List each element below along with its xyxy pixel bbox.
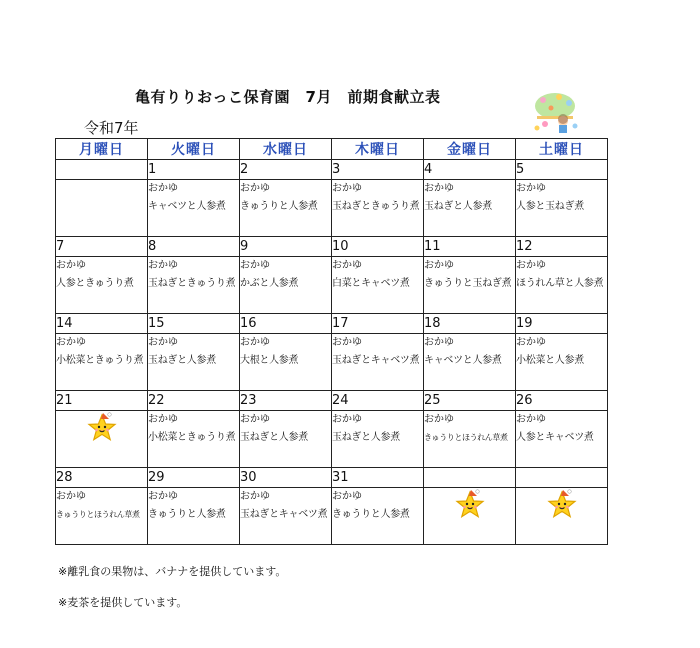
- menu-calendar-table: [55, 138, 608, 545]
- menu-dish: きゅうりとほうれん草煮: [56, 510, 140, 519]
- menu-staple: おかゆ: [148, 491, 178, 502]
- menu-cell: [332, 180, 424, 237]
- note-barley-tea: ※麦茶を提供しています。: [58, 596, 188, 609]
- menu-staple: おかゆ: [240, 260, 270, 271]
- menu-dish: ほうれん草と人参煮: [516, 278, 604, 289]
- date-cell: 26: [516, 391, 608, 411]
- menu-cell: [56, 257, 148, 314]
- date-cell: 14: [56, 314, 148, 334]
- date-cell: 8: [148, 237, 240, 257]
- date-row: [56, 468, 608, 488]
- menu-dish: きゅうりと人参煮: [148, 509, 226, 520]
- menu-cell: [240, 180, 332, 237]
- menu-cell: [240, 488, 332, 545]
- menu-cell: [332, 334, 424, 391]
- date-row: [56, 160, 608, 180]
- menu-cell: [56, 334, 148, 391]
- date-cell: [56, 160, 148, 180]
- menu-staple: おかゆ: [424, 337, 454, 348]
- menu-cell: [56, 411, 148, 468]
- menu-dish: きゅうりとほうれん草煮: [424, 433, 508, 442]
- menu-staple: おかゆ: [332, 183, 362, 194]
- menu-dish: きゅうりと玉ねぎ煮: [424, 278, 512, 289]
- menu-row: [56, 411, 608, 468]
- menu-cell: [148, 180, 240, 237]
- menu-dish: キャベツと人参煮: [148, 201, 226, 212]
- date-cell: 10: [332, 237, 424, 257]
- date-cell: 31: [332, 468, 424, 488]
- date-cell: 7: [56, 237, 148, 257]
- menu-dish: 白菜とキャベツ煮: [332, 278, 410, 289]
- menu-staple: おかゆ: [516, 337, 546, 348]
- note-fruit: ※離乳食の果物は、バナナを提供しています。: [58, 565, 287, 578]
- date-cell: 19: [516, 314, 608, 334]
- date-row: [56, 391, 608, 411]
- menu-cell: [148, 334, 240, 391]
- menu-cell: [240, 411, 332, 468]
- date-cell: [424, 468, 516, 488]
- menu-dish: キャベツと人参煮: [424, 355, 502, 366]
- menu-dish: 玉ねぎときゅうり煮: [148, 278, 236, 289]
- date-cell: 1: [148, 160, 240, 180]
- date-cell: 25: [424, 391, 516, 411]
- menu-cell: [516, 411, 608, 468]
- date-cell: 18: [424, 314, 516, 334]
- menu-dish: かぶと人参煮: [240, 278, 299, 289]
- menu-staple: おかゆ: [148, 337, 178, 348]
- menu-dish: 小松菜ときゅうり煮: [56, 355, 144, 366]
- weekday-thursday: 木曜日: [332, 139, 424, 160]
- menu-staple: おかゆ: [332, 491, 362, 502]
- menu-dish: きゅうりと人参煮: [240, 201, 318, 212]
- menu-staple: おかゆ: [332, 260, 362, 271]
- menu-dish: 玉ねぎと人参煮: [332, 432, 400, 443]
- date-cell: 4: [424, 160, 516, 180]
- menu-staple: おかゆ: [56, 260, 86, 271]
- star-character-icon: [85, 411, 119, 445]
- date-cell: 28: [56, 468, 148, 488]
- menu-staple: おかゆ: [516, 260, 546, 271]
- menu-row: [56, 257, 608, 314]
- menu-dish: 玉ねぎと人参煮: [240, 432, 308, 443]
- menu-cell: [240, 334, 332, 391]
- date-cell: 16: [240, 314, 332, 334]
- menu-dish: 玉ねぎと人参煮: [424, 201, 492, 212]
- menu-row: [56, 180, 608, 237]
- menu-cell: [332, 411, 424, 468]
- menu-staple: おかゆ: [240, 491, 270, 502]
- menu-staple: おかゆ: [56, 491, 86, 502]
- menu-cell: [332, 257, 424, 314]
- menu-cell: [240, 257, 332, 314]
- date-cell: 24: [332, 391, 424, 411]
- date-cell: 2: [240, 160, 332, 180]
- menu-row: [56, 334, 608, 391]
- menu-cell: [424, 411, 516, 468]
- menu-cell: [424, 334, 516, 391]
- menu-staple: おかゆ: [424, 260, 454, 271]
- menu-cell: [332, 488, 424, 545]
- date-cell: 15: [148, 314, 240, 334]
- date-cell: 11: [424, 237, 516, 257]
- menu-cell: [516, 488, 608, 545]
- menu-dish: きゅうりと人参煮: [332, 509, 410, 520]
- menu-dish: 大根と人参煮: [240, 355, 299, 366]
- weekday-friday: 金曜日: [424, 139, 516, 160]
- star-character-icon: [545, 488, 579, 522]
- menu-staple: おかゆ: [240, 183, 270, 194]
- menu-staple: おかゆ: [240, 337, 270, 348]
- date-cell: 5: [516, 160, 608, 180]
- menu-staple: おかゆ: [332, 337, 362, 348]
- menu-cell: [424, 488, 516, 545]
- date-cell: 23: [240, 391, 332, 411]
- star-character-icon: [453, 488, 487, 522]
- page-title: 亀有りりおっこ保育園 7月 前期食献立表: [135, 88, 441, 106]
- weekday-monday: 月曜日: [56, 139, 148, 160]
- menu-dish: 玉ねぎときゅうり煮: [332, 201, 420, 212]
- menu-staple: おかゆ: [148, 414, 178, 425]
- date-cell: 3: [332, 160, 424, 180]
- menu-staple: おかゆ: [56, 337, 86, 348]
- menu-dish: 玉ねぎと人参煮: [148, 355, 216, 366]
- weekday-tuesday: 火曜日: [148, 139, 240, 160]
- weekday-saturday: 土曜日: [516, 139, 608, 160]
- menu-dish: 玉ねぎとキャベツ煮: [332, 355, 420, 366]
- menu-cell: [424, 257, 516, 314]
- menu-cell: [56, 488, 148, 545]
- menu-dish: 人参ときゅうり煮: [56, 278, 134, 289]
- date-cell: 29: [148, 468, 240, 488]
- menu-staple: おかゆ: [148, 260, 178, 271]
- menu-dish: 人参とキャベツ煮: [516, 432, 594, 443]
- date-row: [56, 314, 608, 334]
- menu-cell: [516, 257, 608, 314]
- weekday-wednesday: 水曜日: [240, 139, 332, 160]
- date-cell: 30: [240, 468, 332, 488]
- date-cell: 22: [148, 391, 240, 411]
- date-cell: 12: [516, 237, 608, 257]
- menu-cell: [516, 180, 608, 237]
- menu-staple: おかゆ: [332, 414, 362, 425]
- date-cell: [516, 468, 608, 488]
- date-row: [56, 237, 608, 257]
- menu-row: [56, 488, 608, 545]
- menu-cell: [424, 180, 516, 237]
- menu-dish: 小松菜ときゅうり煮: [148, 432, 236, 443]
- menu-cell: [56, 180, 148, 237]
- menu-cell: [148, 488, 240, 545]
- menu-staple: おかゆ: [240, 414, 270, 425]
- menu-cell: [148, 257, 240, 314]
- menu-dish: 人参と玉ねぎ煮: [516, 201, 584, 212]
- era-year: 令和7年: [84, 119, 139, 137]
- nursery-illustration-icon: [529, 88, 581, 134]
- date-cell: 21: [56, 391, 148, 411]
- menu-dish: 小松菜と人参煮: [516, 355, 584, 366]
- menu-cell: [516, 334, 608, 391]
- weekday-header-row: [56, 139, 608, 160]
- menu-staple: おかゆ: [424, 414, 454, 425]
- menu-dish: 玉ねぎとキャベツ煮: [240, 509, 328, 520]
- date-cell: 9: [240, 237, 332, 257]
- menu-staple: おかゆ: [424, 183, 454, 194]
- menu-staple: おかゆ: [516, 183, 546, 194]
- date-cell: 17: [332, 314, 424, 334]
- menu-staple: おかゆ: [148, 183, 178, 194]
- menu-cell: [148, 411, 240, 468]
- menu-staple: おかゆ: [516, 414, 546, 425]
